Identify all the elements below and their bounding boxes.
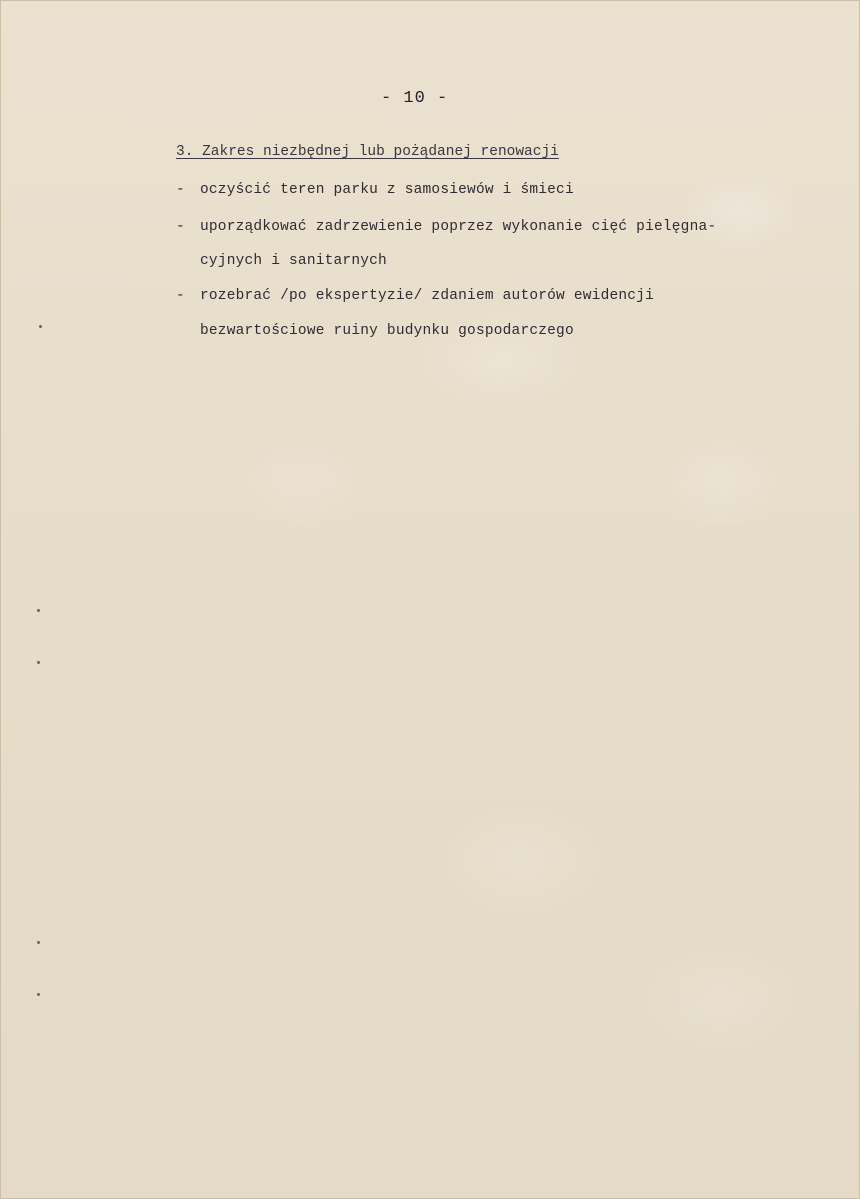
page-number: - 10 - bbox=[381, 89, 449, 108]
list-item-text: rozebrać /po ekspertyzie/ zdaniem autorów ewidencji bbox=[200, 288, 654, 304]
binder-hole-mark bbox=[37, 941, 40, 944]
list-item-continuation: bezwartościowe ruiny budynku gospodarczego bbox=[200, 323, 574, 339]
binder-hole-mark bbox=[39, 325, 42, 328]
list-item-text: oczyścić teren parku z samosiewów i śmieci bbox=[200, 182, 574, 198]
list-item bbox=[176, 288, 654, 304]
list-item-text: uporządkować zadrzewienie poprzez wykonanie cięć pielęgna- bbox=[200, 219, 717, 235]
list-item bbox=[176, 219, 716, 235]
list-item-continuation: cyjnych i sanitarnych bbox=[200, 253, 387, 269]
list-bullet: - bbox=[176, 288, 185, 304]
binder-hole-mark bbox=[37, 993, 40, 996]
binder-hole-mark bbox=[37, 609, 40, 612]
list-bullet: - bbox=[176, 182, 185, 198]
binder-hole-mark bbox=[37, 661, 40, 664]
list-bullet: - bbox=[176, 219, 185, 235]
section-heading: 3. Zakres niezbędnej lub pożądanej renowacji bbox=[176, 144, 559, 160]
list-item bbox=[176, 182, 574, 198]
